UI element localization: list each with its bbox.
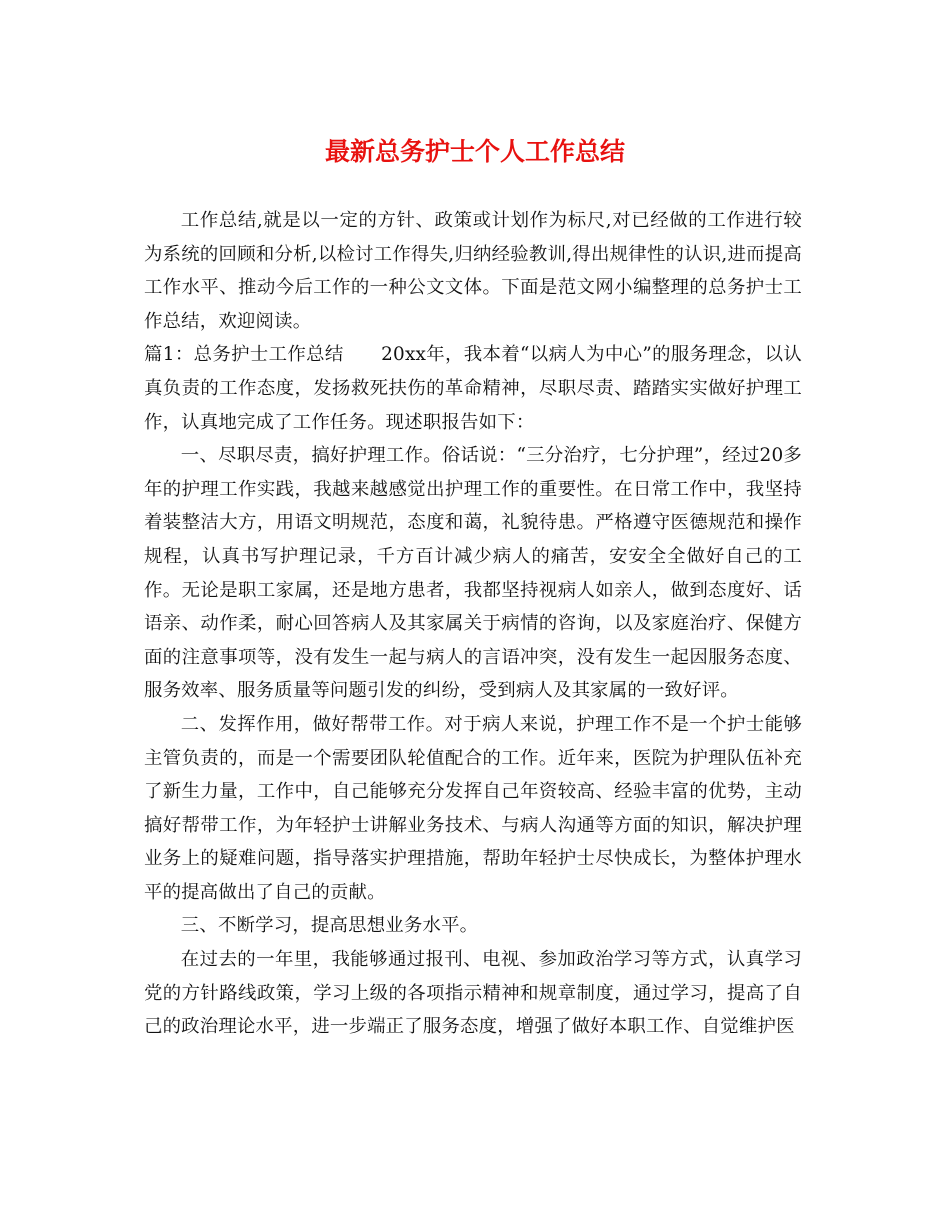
paragraph-part1-opening: 篇1：总务护士工作总结 20xx年，我本着“以病人为中心”的服务理念，以认真负责的工作态度，发扬救死扶伤的革命精神，尽职尽责、踏踏实实做好护理工作，认真地完成了工作任务。现述职报告如下： <box>144 344 802 433</box>
paragraph-section-3-body: 在过去的一年里，我能够通过报刊、电视、参加政治学习等方式，认真学习党的方针路线政策，学习上级的各项指示精神和规章制度，通过学习，提高了自己的政治理论水平，进一步端正了服务态度，增强了做好本职工作、自觉维护医 <box>144 949 802 1038</box>
paragraph-intro: 工作总结,就是以一定的方针、政策或计划作为标尺,对已经做的工作进行较为系统的回顾和分析,以检讨工作得失,归纳经验教训,得出规律性的认识,进而提高工作水平、推动今后工作的一种公文文体。下面是范文网小编整理的总务护士工作总结，欢迎阅读。 <box>144 210 802 332</box>
document-body <box>144 204 802 1044</box>
document-title: 最新总务护士个人工作总结 <box>324 137 625 166</box>
paragraph-section-2: 二、发挥作用，做好帮带工作。对于病人来说，护理工作不是一个护士能够主管负责的，而是一个需要团队轮值配合的工作。近年来，医院为护理队伍补充了新生力量，工作中，自己能够充分发挥自己年资较高、经验丰富的优势，主动搞好帮带工作，为年轻护士讲解业务技术、与病人沟通等方面的知识，解决护理业务上的疑难问题，指导落实护理措施，帮助年轻护士尽快成长，为整体护理水平的提高做出了自己的贡献。 <box>144 713 802 903</box>
paragraph-section-1: 一、尽职尽责，搞好护理工作。俗话说：“三分治疗，七分护理”，经过20多年的护理工作实践，我越来越感觉出护理工作的重要性。在日常工作中，我坚持着装整洁大方，用语文明规范，态度和蔼，礼貌待患。严格遵守医德规范和操作规程，认真书写护理记录，千方百计减少病人的痛苦，安安全全做好自己的工作。无论是职工家属，还是地方患者，我都坚持视病人如亲人，做到态度好、话语亲、动作柔，耐心回答病人及其家属关于病情的咨询，以及家庭治疗、保健方面的注意事项等，没有发生一起与病人的言语冲突，没有发生一起因服务态度、服务效率、服务质量等问题引发的纠纷，受到病人及其家属的一致好评。 <box>144 445 802 702</box>
paragraph-section-3-heading: 三、不断学习，提高思想业务水平。 <box>180 915 479 937</box>
